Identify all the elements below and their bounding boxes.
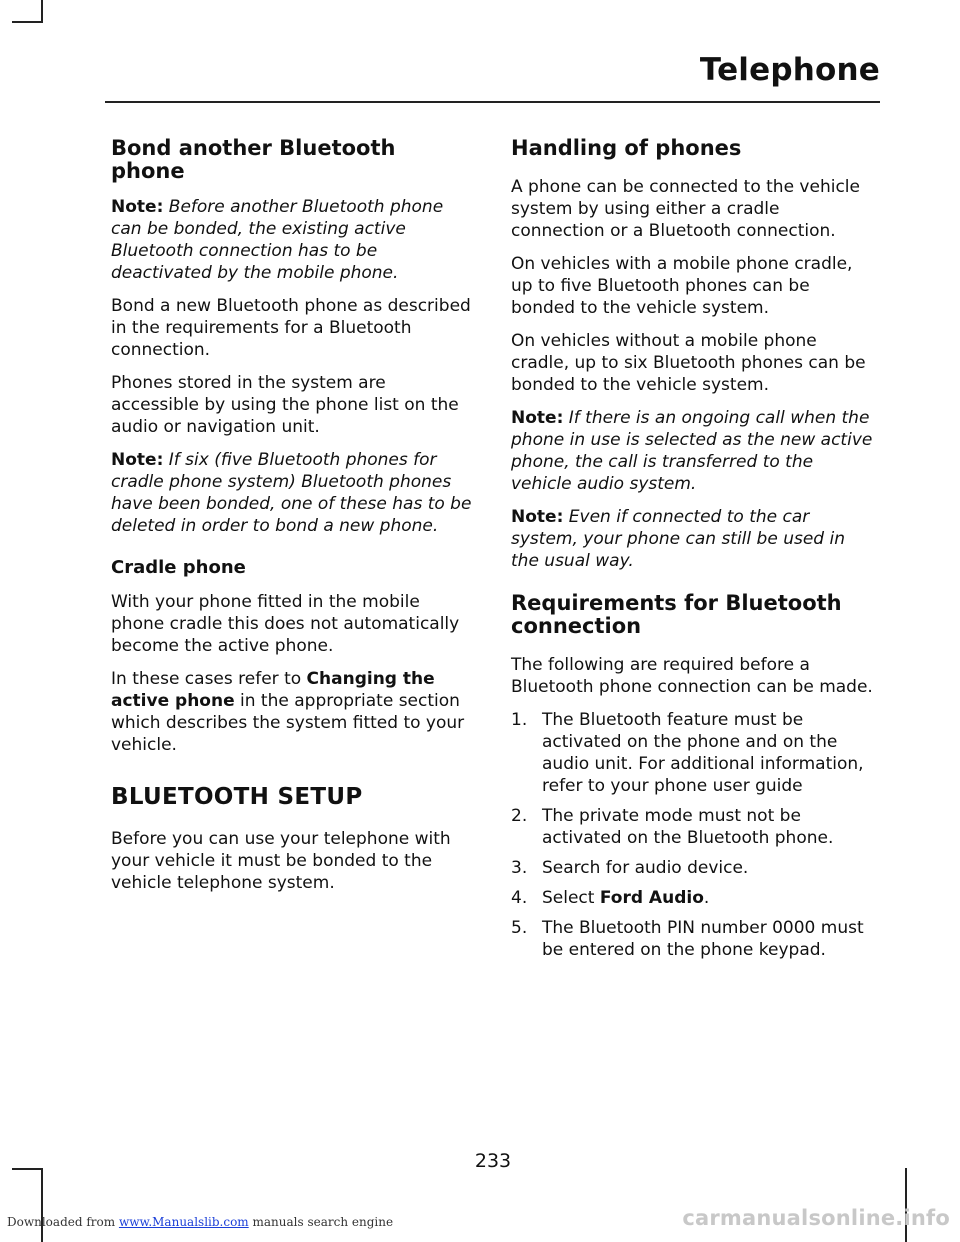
- note-car-system: [511, 506, 877, 572]
- crop-mark-top-left-v: [41, 0, 43, 22]
- manualslib-link[interactable]: www.Manualslib.com: [118, 1215, 249, 1229]
- paragraph: Bond a new Bluetooth phone as described in the requirements for a Bluetooth connection.: [111, 296, 471, 360]
- paragraph: The following are required before a Bluetooth phone connection can be made.: [511, 655, 873, 697]
- reference-link-text: Changing the active phone: [111, 669, 435, 711]
- header-divider: [105, 101, 880, 103]
- note-label: Note:: [511, 507, 564, 527]
- note-text: Before another Bluetooth phone can be bonded, the existing active Bluetooth connection has to be deactivated by the mobile phone.: [111, 197, 444, 283]
- handling-heading: Handling of phones: [511, 136, 742, 160]
- note-text: If six (five Bluetooth phones for cradle phone system) Bluetooth phones have been bonded, one of these has to be deleted in order to bond a new phone.: [111, 450, 472, 536]
- note-text: Even if connected to the car system, your phone can still be used in the usual way.: [511, 507, 845, 571]
- watermark: carmanualsonline.info: [682, 1206, 950, 1230]
- note-label: Note:: [111, 197, 164, 217]
- paragraph: With your phone fitted in the mobile phone cradle this does not automatically become the active phone.: [111, 592, 460, 656]
- note-text: If there is an ongoing call when the phone in use is selected as the new active phone, the call is transferred to the vehicle audio system.: [511, 408, 873, 494]
- crop-mark-bottom-left-v: [41, 1168, 43, 1242]
- page-title: Telephone: [699, 52, 880, 88]
- list-item: 4. Select Ford Audio.: [511, 888, 710, 908]
- download-footer: Downloaded from www.Manualslib.com manuals search engine: [7, 1215, 394, 1229]
- paragraph: A phone can be connected to the vehicle system by using either a cradle connection or a Bluetooth connection.: [511, 177, 860, 241]
- note-six-phones: [111, 449, 473, 537]
- note-label: Note:: [511, 408, 564, 428]
- bond-heading: Bond another Bluetooth phone: [111, 136, 396, 183]
- list-item: 2. The private mode must not be activated on the Bluetooth phone.: [511, 806, 834, 848]
- note-label: Note:: [111, 450, 164, 470]
- paragraph: On vehicles without a mobile phone cradle, up to six Bluetooth phones can be bonded to the vehicle system.: [511, 331, 866, 395]
- paragraph-reference: In these cases refer to Changing the active phone in the appropriate section which describes the system fitted to your vehicle.: [111, 669, 465, 755]
- cradle-heading: Cradle phone: [111, 557, 246, 578]
- requirements-list: [511, 709, 877, 961]
- crop-mark-bottom-right-v: [905, 1168, 907, 1242]
- paragraph: On vehicles with a mobile phone cradle, up to five Bluetooth phones can be bonded to the vehicle system.: [511, 254, 853, 318]
- crop-mark-top-left-h: [12, 21, 43, 23]
- requirements-heading: Requirements for Bluetooth connection: [511, 591, 842, 638]
- paragraph: Phones stored in the system are accessible by using the phone list on the audio or navigation unit.: [111, 373, 459, 437]
- list-item: 1. The Bluetooth feature must be activated on the phone and on the audio unit. For additional information, refer to your phone user guide: [511, 710, 864, 796]
- page-number: 233: [474, 1150, 512, 1172]
- paragraph: Before you can use your telephone with your vehicle it must be bonded to the vehicle telephone system.: [111, 829, 451, 893]
- list-item: 5. The Bluetooth PIN number 0000 must be entered on the phone keypad.: [511, 918, 864, 960]
- note-bond: [111, 196, 473, 284]
- note-ongoing-call: [511, 407, 877, 495]
- right-column: [511, 137, 877, 969]
- left-column: [111, 137, 473, 905]
- bluetooth-setup-heading: BLUETOOTH SETUP: [111, 784, 363, 810]
- list-item: 3. Search for audio device.: [511, 858, 749, 878]
